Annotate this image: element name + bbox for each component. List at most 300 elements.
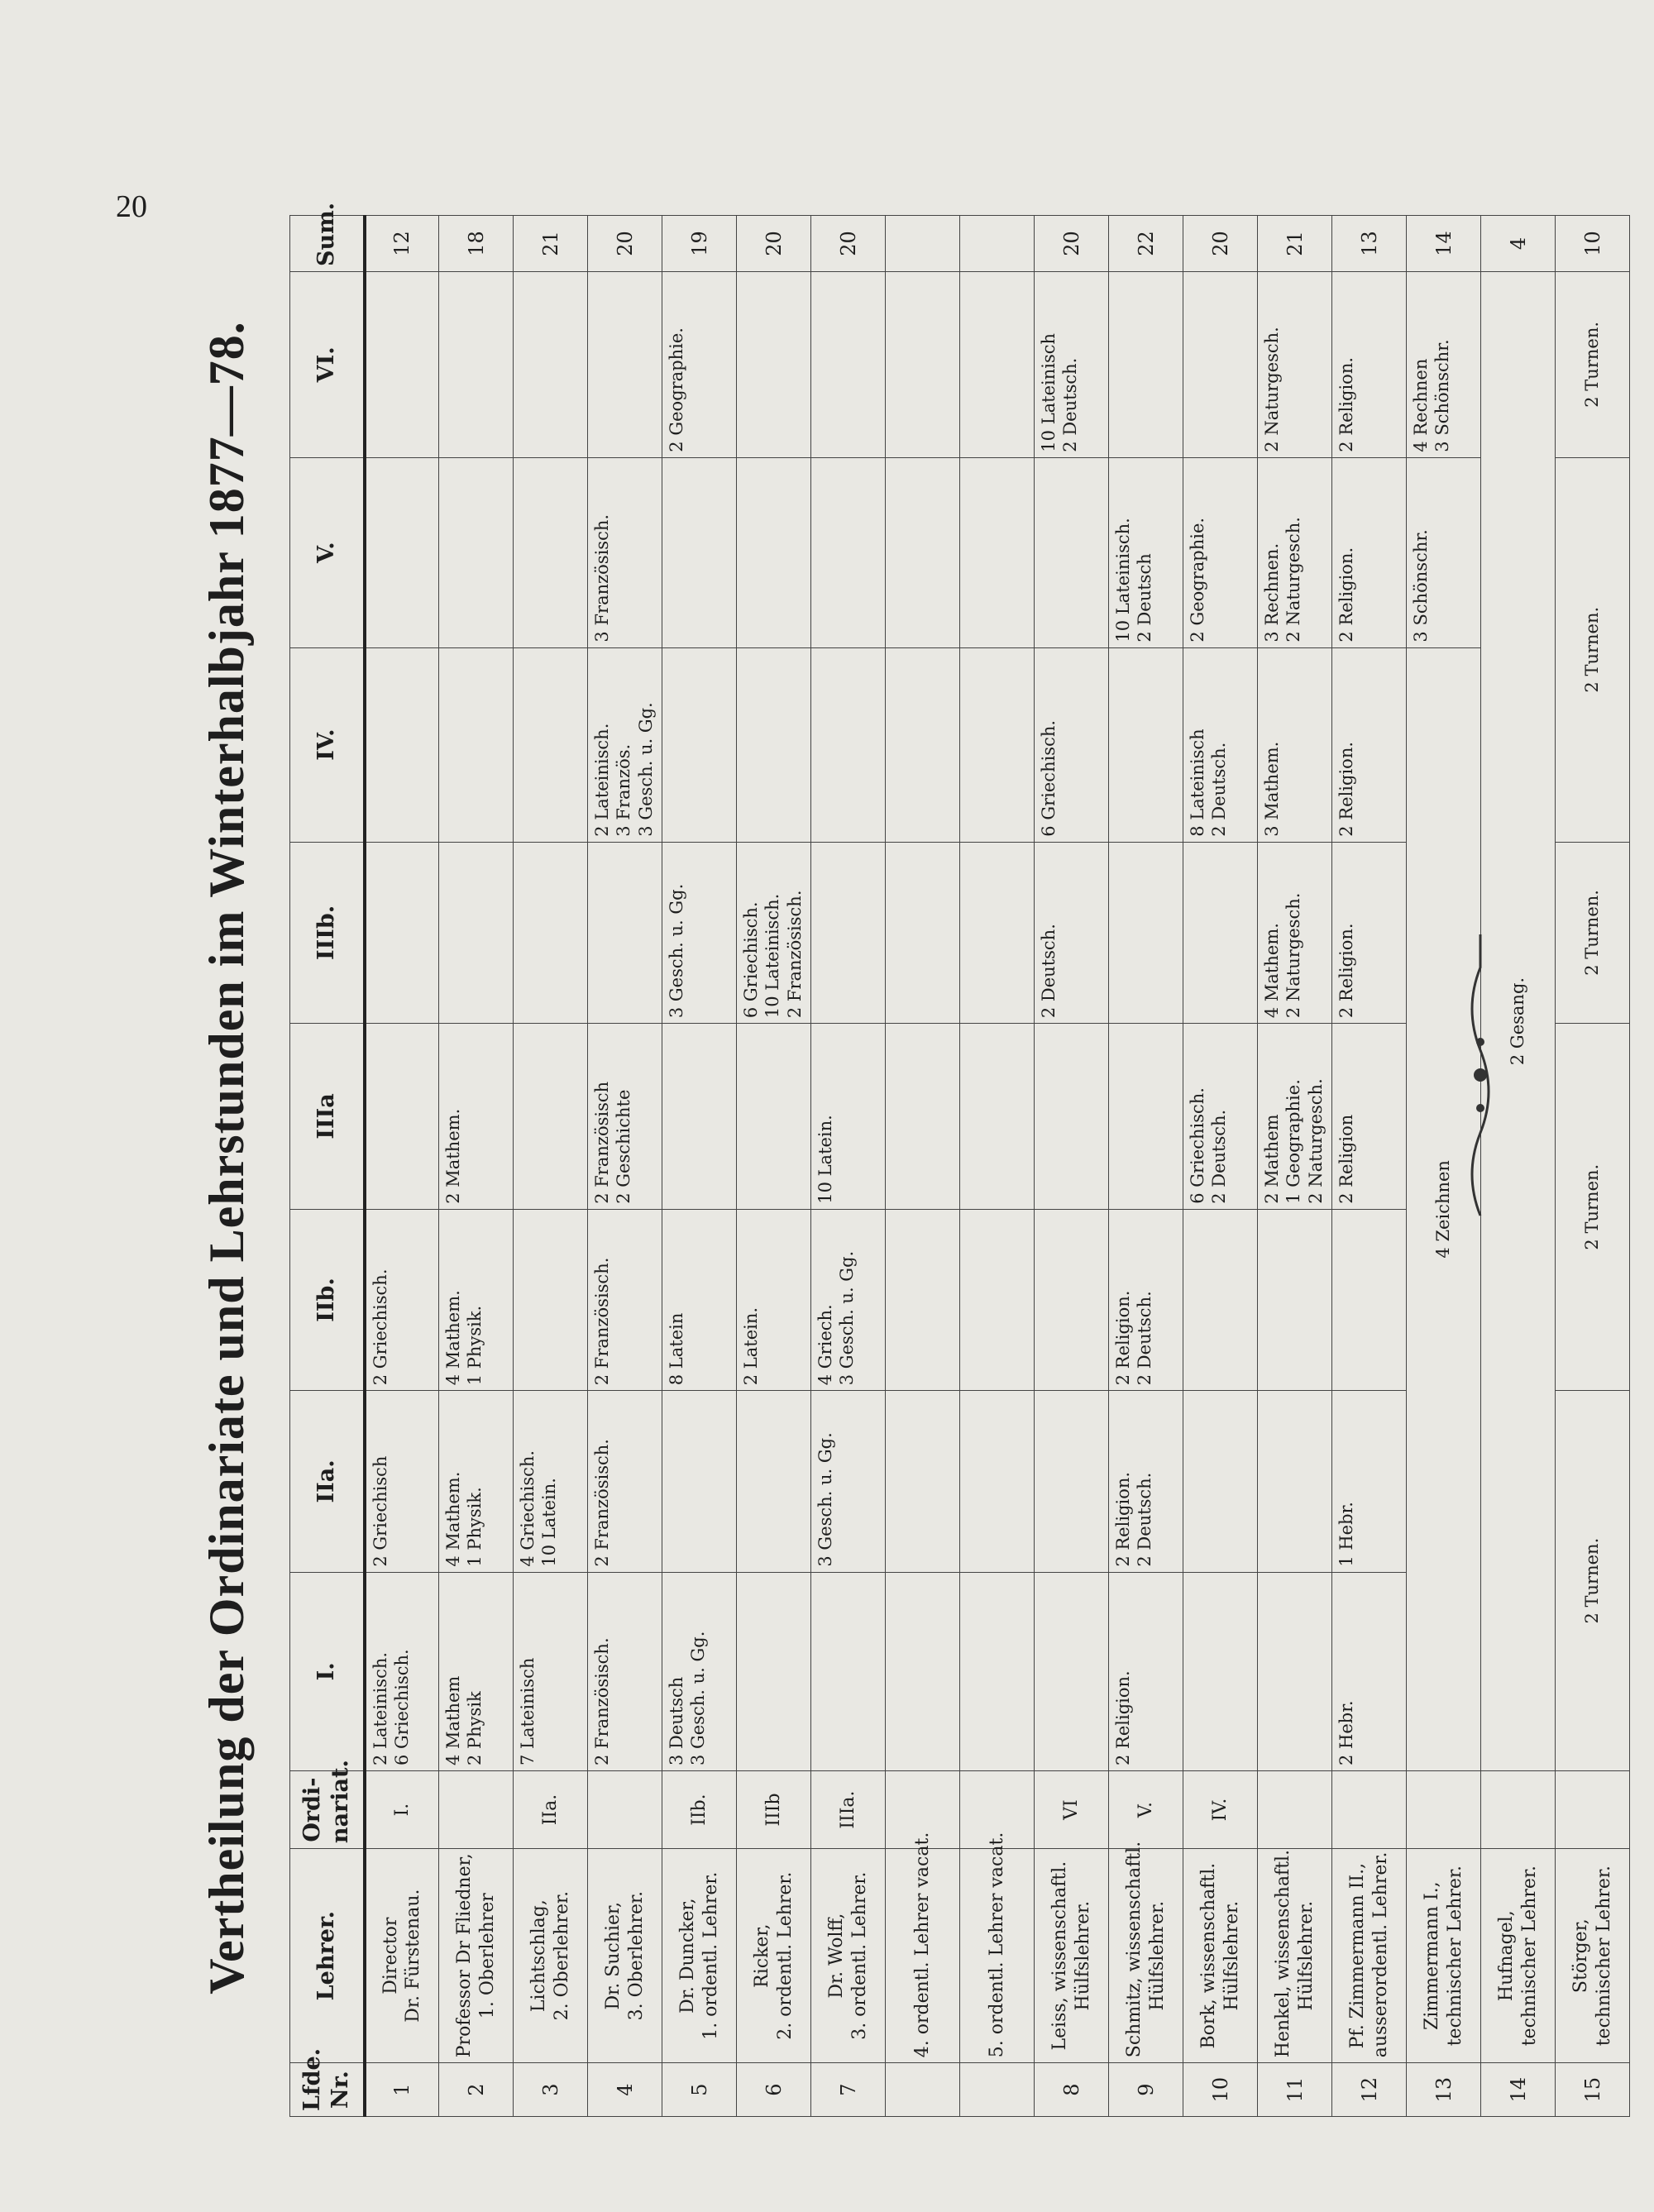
teacher-cell [1481,1849,1556,2063]
cell-line: Director [380,1917,401,1995]
subject-cell-V [365,457,439,647]
cell-line: 1 Physik. [465,1305,485,1386]
cell-line: 3. ordentl. Lehrer. [849,1871,870,2040]
table-row [439,216,514,2117]
row-number [886,2063,960,2117]
subject-cell-IV [588,647,662,842]
cell-line: 3. Oberlehrer. [625,1890,647,2021]
sum-cell: 20 [588,216,662,272]
subject-cell-IIb [365,1209,439,1390]
row-number: 2 [439,2063,514,2117]
header-nr: Lfde. Nr. [290,2063,365,2117]
cell-line: Dr. Suchier, [603,1901,624,2010]
table-row [1556,216,1630,2117]
cell-line: 1 Physik. [465,1487,485,1567]
subject-cell-IIIa [960,1024,1035,1210]
sum-cell: 22 [1109,216,1183,272]
subject-cell-IIIa [365,1024,439,1210]
cell-line: Schmitz, wissenschaftl. [1124,1841,1145,2058]
cell-line: technischer Lehrer. [1593,1866,1614,2047]
subject-cell-V [1407,457,1481,647]
subject-cell-IV [1258,647,1332,842]
ordinariat-cell [1556,1771,1630,1849]
row-number: 15 [1556,2063,1630,2117]
cell-line: 2 Deutsch. [1135,1472,1155,1567]
ordinariat-cell [588,1771,662,1849]
teacher-cell [1183,1849,1258,2063]
sum-cell: 19 [662,216,737,272]
sum-cell: 13 [1332,216,1407,272]
subject-cell-IIa [960,1391,1035,1572]
header-sum: Sum. [290,216,365,272]
cell-line: 2 Naturgesch. [1284,517,1304,643]
cell-line: 4 Mathem. [1262,923,1282,1019]
cell-line: 2 Französisch. [784,890,805,1019]
cell-line: 2 Latein. [741,1307,761,1386]
subject-cell-IV [1109,647,1183,842]
cell-line: Professor Dr Fliedner, [454,1853,475,2058]
header-class-I: I. [290,1572,365,1770]
teacher-cell [439,1849,514,2063]
cell-line: 2 Geographie. [667,327,686,452]
cell-line: Ricker, [752,1923,772,1988]
subject-cell-VI [886,272,960,458]
subject-cell-IIa [365,1391,439,1572]
subject-cell-IIIb [1183,842,1258,1023]
subject-cell-V [514,457,588,647]
sum-cell [960,216,1035,272]
spanning-subject-cell: 4 Zeichnen [1407,647,1481,1770]
subject-cell-I [960,1572,1035,1770]
subject-cell-IIIa [737,1024,811,1210]
cell-line: Bork, wissenschaftl. [1198,1862,1219,2049]
cell-line: 10 Lateinisch [1039,332,1059,452]
cell-line: 3 Gesch. u. Gg. [837,1250,858,1386]
teacher-cell [1332,1849,1407,2063]
ornament-flourish-icon [1456,926,1505,1224]
subject-cell-IIa [1332,1391,1407,1572]
cell-line: 2 Religion. [1336,547,1356,643]
table-row [588,216,662,2117]
subject-cell-IIb [1035,1209,1109,1390]
cell-line: 3 Gesch. u. Gg. [635,702,656,837]
cell-line: technischer Lehrer. [1444,1866,1465,2047]
cell-line: Zimmermann I., [1422,1881,1442,2030]
cell-line: 2 Mathem. [443,1108,463,1204]
row-number: 8 [1035,2063,1109,2117]
subject-cell-IIb [960,1209,1035,1390]
cell-line: technischer Lehrer. [1518,1866,1540,2047]
subject-cell-VI [1109,272,1183,458]
row-number: 3 [514,2063,588,2117]
subject-cell-I [514,1572,588,1770]
subject-cell-I [737,1572,811,1770]
subject-cell-V [737,457,811,647]
subject-cell-IIIa [1035,1024,1109,1210]
cell-line: ausserordentl. Lehrer. [1370,1851,1391,2058]
ordinariat-cell [1258,1771,1332,1849]
ordinariat-cell: IV. [1183,1771,1258,1849]
ordinariat-cell: IIIa. [811,1771,886,1849]
cell-line: 2 Religion. [1336,741,1356,837]
subject-cell-IIIb [662,842,737,1023]
subject-cell-IIIa [886,1024,960,1210]
teacher-cell [588,1849,662,2063]
ordinariat-cell [1332,1771,1407,1849]
sum-cell: 20 [1183,216,1258,272]
header-class-V: V. [290,457,365,647]
cell-line: 2 Religion. [1336,356,1356,452]
cell-line: 8 Latein [667,1312,686,1386]
cell-line: 6 Griechisch. [391,1649,412,1766]
subject-cell-V [886,457,960,647]
timetable [289,202,1630,2117]
row-number: 13 [1407,2063,1481,2117]
cell-line: 2 Lateinisch. [592,723,612,837]
table-row [662,216,737,2117]
subject-cell-V [1183,457,1258,647]
cell-line: 3 Französisch. [592,514,612,643]
header-class-IV: IV. [290,647,365,842]
subject-cell-VI [662,272,737,458]
cell-line: 2 Deutsch. [1060,357,1081,452]
header-class-IIa: IIa. [290,1391,365,1572]
cell-line: 8 Lateinisch [1188,729,1207,837]
table-row [365,216,439,2117]
cell-line: 2 Religion. [1113,1290,1133,1386]
header-class-IIb: IIb. [290,1209,365,1390]
cell-line: 2 Religion. [1113,1670,1133,1766]
subject-cell-I [886,1572,960,1770]
header-class-VI: VI. [290,272,365,458]
subject-cell-VI [1035,272,1109,458]
cell-line: 2 Physik [465,1691,485,1766]
spanning-subject-cell: 2 Gesang. [1481,272,1556,1771]
subject-cell-IV [514,647,588,842]
teacher-cell [1407,1849,1481,2063]
table-row [960,216,1035,2117]
subject-cell-VI [960,272,1035,458]
sum-cell: 20 [1035,216,1109,272]
table-row [1258,216,1332,2117]
subject-cell-IIIa [588,1024,662,1210]
cell-line: 3 Deutsch [667,1676,686,1766]
cell-line: 7 Lateinisch [518,1657,538,1766]
table-row [1035,216,1109,2117]
subject-cell-I [365,1572,439,1770]
cell-line: 2 Französisch. [592,1637,612,1766]
subject-cell-VI [1258,272,1332,458]
turnen-cell: 2 Turnen. [1556,1024,1630,1391]
cell-line: 3 Gesch. u. Gg. [815,1432,835,1567]
table-row [1183,216,1258,2117]
header-class-IIIb: IIIb. [290,842,365,1023]
subject-cell-IV [960,647,1035,842]
cell-line: 3 Schönschr. [1432,339,1453,452]
subject-cell-IV [737,647,811,842]
cell-line: Hufnagel, [1496,1910,1517,2002]
table-row [886,216,960,2117]
subject-cell-IIIb [960,842,1035,1023]
cell-line: 2 Deutsch. [1209,1109,1230,1204]
ordinariat-cell: VI [1035,1771,1109,1849]
subject-cell-IIIb [1035,842,1109,1023]
subject-cell-IIb [1109,1209,1183,1390]
subject-cell-IIIa [514,1024,588,1210]
subject-cell-I [662,1572,737,1770]
page-number: 20 [116,189,147,224]
cell-line: 2 Französisch. [592,1439,612,1567]
cell-line: Hülfslehrer. [1146,1900,1168,2011]
cell-line: 6 Griechisch. [1039,719,1059,837]
subject-cell-IIIb [588,842,662,1023]
sum-cell: 20 [811,216,886,272]
teacher-cell [1035,1849,1109,2063]
cell-line: 10 Latein. [815,1115,835,1204]
cell-line: 2 Deutsch. [1209,742,1230,837]
row-number: 5 [662,2063,737,2117]
page-title: Vertheilung der Ordinariate und Lehrstunden im Winterhalbjahr 1877—78. [199,321,254,1995]
subject-cell-IIb [662,1209,737,1390]
ordinariat-cell [1407,1771,1481,1849]
subject-cell-IIa [1183,1391,1258,1572]
row-number: 10 [1183,2063,1258,2117]
subject-cell-V [1109,457,1183,647]
subject-cell-IIa [588,1391,662,1572]
cell-line: 10 Latein. [539,1478,560,1567]
cell-line: Lichtschlag, [528,1899,549,2013]
subject-cell-IIIb [439,842,514,1023]
header-row [290,216,365,2117]
sum-cell: 18 [439,216,514,272]
subject-cell-VI [1407,272,1481,458]
cell-line: 3 Rechnen. [1262,542,1282,643]
subject-cell-VI [1332,272,1407,458]
cell-line: 2 Französisch [592,1081,612,1204]
teacher-cell [365,1849,439,2063]
subject-cell-IV [439,647,514,842]
subject-cell-I [1109,1572,1183,1770]
turnen-cell: 2 Turnen. [1556,272,1630,458]
subject-cell-IIIa [1332,1024,1407,1210]
header-teacher: Lehrer. [290,1849,365,2063]
subject-cell-IV [886,647,960,842]
subject-cell-IIIb [1332,842,1407,1023]
subject-cell-IV [1332,647,1407,842]
sum-cell [886,216,960,272]
cell-line: 4 Griech. [815,1304,835,1386]
subject-cell-IV [811,647,886,842]
subject-cell-IIb [811,1209,886,1390]
subject-cell-IIIb [886,842,960,1023]
subject-cell-IIa [439,1391,514,1572]
cell-line: 2 Naturgesch. [1284,892,1304,1019]
subject-cell-IIIb [365,842,439,1023]
subject-cell-IIa [1035,1391,1109,1572]
teacher-cell [1109,1841,1183,2063]
subject-cell-IIa [811,1391,886,1572]
row-number: 9 [1109,2063,1183,2117]
teacher-cell [886,1832,960,2063]
row-number: 7 [811,2063,886,2117]
subject-cell-V [960,457,1035,647]
subject-cell-IIb [1258,1209,1332,1390]
subject-cell-IIIb [514,842,588,1023]
ordinariat-cell: V. [1109,1771,1183,1849]
subject-cell-V [1332,457,1407,647]
row-number: 1 [365,2063,439,2117]
row-number: 6 [737,2063,811,2117]
cell-line: 4 Mathem. [443,1471,463,1567]
cell-line: 2 Geschichte [614,1089,634,1204]
turnen-cell: 2 Turnen. [1556,842,1630,1023]
ordinariat-cell [1481,1771,1556,1849]
subject-cell-VI [365,272,439,458]
cell-line: 2 Geographie. [1188,517,1207,643]
subject-cell-V [439,457,514,647]
table-row [1332,216,1407,2117]
cell-line: 5. ordentl. Lehrer vacat. [986,1832,1007,2058]
cell-line: 10 Lateinisch. [762,893,783,1019]
cell-line: 3 Schönschr. [1411,529,1431,643]
subject-cell-IIb [1332,1209,1407,1390]
sum-cell: 14 [1407,216,1481,272]
subject-cell-I [1035,1572,1109,1770]
sum-cell: 12 [365,216,439,272]
row-number: 12 [1332,2063,1407,2117]
cell-line: 1 Geographie. [1284,1079,1304,1204]
subject-cell-V [588,457,662,647]
cell-line: 2 Französisch. [592,1257,612,1386]
subject-cell-IIb [439,1209,514,1390]
cell-line: 2. ordentl. Lehrer. [774,1871,796,2040]
subject-cell-IIa [1109,1391,1183,1572]
subject-cell-I [1258,1572,1332,1770]
subject-cell-I [1332,1572,1407,1770]
subject-cell-V [1035,457,1109,647]
subject-cell-IIIa [1183,1024,1258,1210]
table-row [811,216,886,2117]
subject-cell-IV [1035,647,1109,842]
cell-line: 3 Gesch. u. Gg. [688,1631,709,1766]
subject-cell-IIb [514,1209,588,1390]
subject-cell-IIIa [1109,1024,1183,1210]
subject-cell-VI [1183,272,1258,458]
subject-cell-IIIb [811,842,886,1023]
cell-line: Leiss, wissenschaftl. [1049,1861,1070,2051]
subject-cell-V [811,457,886,647]
subject-cell-IIb [886,1209,960,1390]
row-number: 14 [1481,2063,1556,2117]
cell-line: Henkel, wissenschaftl. [1273,1849,1293,2058]
cell-line: 2 Deutsch. [1135,1291,1155,1386]
ordinariat-cell: I. [365,1771,439,1849]
cell-line: 1 Hebr. [1336,1502,1356,1567]
sum-cell: 21 [1258,216,1332,272]
cell-line: 2. Oberlehrer. [551,1890,572,2021]
subject-cell-IV [365,647,439,842]
cell-line: Pf. Zimmermann II., [1347,1862,1368,2049]
cell-line: 1. ordentl. Lehrer. [700,1871,721,2040]
teacher-cell [811,1849,886,2063]
subject-cell-VI [588,272,662,458]
cell-line: 2 Naturgesch. [1262,327,1282,452]
subject-cell-IIa [737,1391,811,1572]
subject-cell-IV [1183,647,1258,842]
rotated-page-content [198,17,1614,2150]
cell-line: Dr. Wolff, [826,1913,847,1999]
teacher-cell [514,1849,588,2063]
subject-cell-V [662,457,737,647]
subject-cell-IIa [662,1391,737,1572]
table-row [737,216,811,2117]
sum-cell: 10 [1556,216,1630,272]
cell-line: 2 Hebr. [1336,1700,1356,1766]
ordinariat-cell: IIb. [662,1771,737,1849]
cell-line: 1. Oberlehrer [476,1893,498,2019]
turnen-cell: 2 Turnen. [1556,1391,1630,1771]
row-number: 4 [588,2063,662,2117]
cell-line: 3 Französ. [614,743,634,837]
sum-cell: 20 [737,216,811,272]
ordinariat-cell [439,1771,514,1849]
subject-cell-I [1183,1572,1258,1770]
subject-cell-IIb [1183,1209,1258,1390]
cell-line: 6 Griechisch. [741,901,761,1019]
cell-line: 2 Griechisch [370,1455,390,1567]
row-number: 11 [1258,2063,1332,2117]
subject-cell-IIIb [737,842,811,1023]
subject-cell-I [588,1572,662,1770]
cell-line: 2 Religion [1336,1114,1356,1204]
teacher-cell [662,1849,737,2063]
cell-line: 3 Mathem. [1262,741,1282,837]
sum-cell: 21 [514,216,588,272]
cell-line: 2 Deutsch. [1039,924,1059,1019]
subject-cell-VI [811,272,886,458]
subject-cell-IV [662,647,737,842]
table-row [1109,216,1183,2117]
cell-line: Störger, [1570,1918,1591,1994]
cell-line: 2 Religion. [1336,923,1356,1019]
header-ordinariat: Ordi-nariat. [290,1771,365,1849]
table-body [365,216,1630,2117]
cell-line: 2 Religion. [1113,1471,1133,1567]
cell-line: 4 Mathem [443,1675,463,1766]
subject-cell-VI [737,272,811,458]
subject-cell-VI [514,272,588,458]
cell-line: 2 Mathem [1262,1114,1282,1204]
row-number [960,2063,1035,2117]
cell-line: 4. ordentl. Lehrer vacat. [911,1832,933,2058]
subject-cell-IIIb [1109,842,1183,1023]
cell-line: 4 Mathem. [443,1290,463,1386]
subject-cell-IIa [886,1391,960,1572]
cell-line: 3 Gesch. u. Gg. [667,883,686,1019]
teacher-cell [737,1849,811,2063]
cell-line: 4 Rechnen [1411,358,1431,452]
teacher-cell [960,1832,1035,2063]
cell-line: 4 Griechisch. [518,1450,538,1567]
cell-line: 6 Griechisch. [1188,1087,1207,1204]
ordinariat-cell: IIIb [737,1771,811,1849]
subject-cell-IIIa [662,1024,737,1210]
subject-cell-IIIa [1258,1024,1332,1210]
turnen-cell: 2 Turnen. [1556,457,1630,842]
subject-cell-I [439,1572,514,1770]
cell-line: Hülfslehrer. [1072,1900,1093,2011]
cell-line: Hülfslehrer. [1221,1900,1242,2011]
